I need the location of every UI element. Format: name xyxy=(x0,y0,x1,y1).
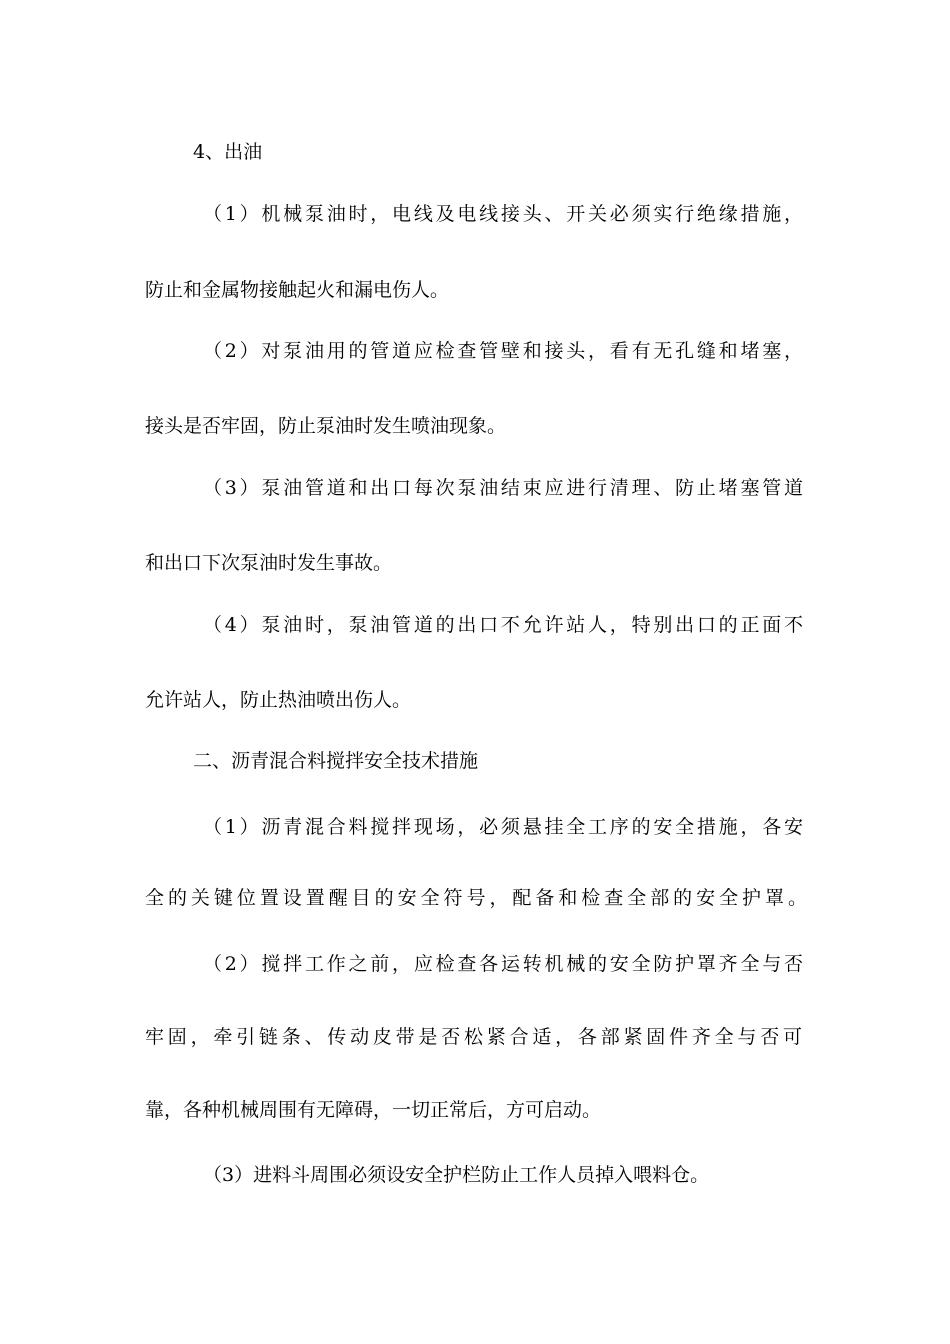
paragraph-line: （4）泵油时，泵油管道的出口不允许站人，特别出口的正面不 xyxy=(203,614,803,636)
paragraph-line: （2）对泵油用的管道应检查管壁和接头，看有无孔缝和堵塞， xyxy=(203,340,803,362)
paragraph-line: （2）搅拌工作之前，应检查各运转机械的安全防护罩齐全与否 xyxy=(203,953,803,975)
paragraph-line: 全的关键位置设置醒目的安全符号，配备和检查全部的安全护罩。 xyxy=(145,887,807,909)
paragraph-line: 允许站人，防止热油喷出伤人。 xyxy=(145,689,412,711)
paragraph-line: （1）沥青混合料搅拌现场，必须悬挂全工序的安全措施，各安 xyxy=(203,816,803,838)
paragraph-line: 靠，各种机械周围有无障碍，一切正常后，方可启动。 xyxy=(145,1099,602,1121)
section-heading-asphalt-mixing: 二、沥青混合料搅拌安全技术措施 xyxy=(193,750,479,772)
section-heading-oil-output: 4、出油 xyxy=(193,141,263,163)
paragraph-line: 和出口下次泵油时发生事故。 xyxy=(145,552,393,574)
paragraph-line: （3）泵油管道和出口每次泵油结束应进行清理、防止堵塞管道 xyxy=(203,477,803,499)
paragraph-line: 防止和金属物接触起火和漏电伤人。 xyxy=(145,279,450,301)
paragraph-line: （1）机械泵油时，电线及电线接头、开关必须实行绝缘措施， xyxy=(203,203,803,225)
paragraph-line: （3）进料斗周围必须设安全护栏防止工作人员掉入喂料仓。 xyxy=(203,1164,710,1186)
paragraph-line: 牢固，牵引链条、传动皮带是否松紧合适，各部紧固件齐全与否可 xyxy=(145,1026,802,1048)
paragraph-line: 接头是否牢固，防止泵油时发生喷油现象。 xyxy=(145,415,507,437)
